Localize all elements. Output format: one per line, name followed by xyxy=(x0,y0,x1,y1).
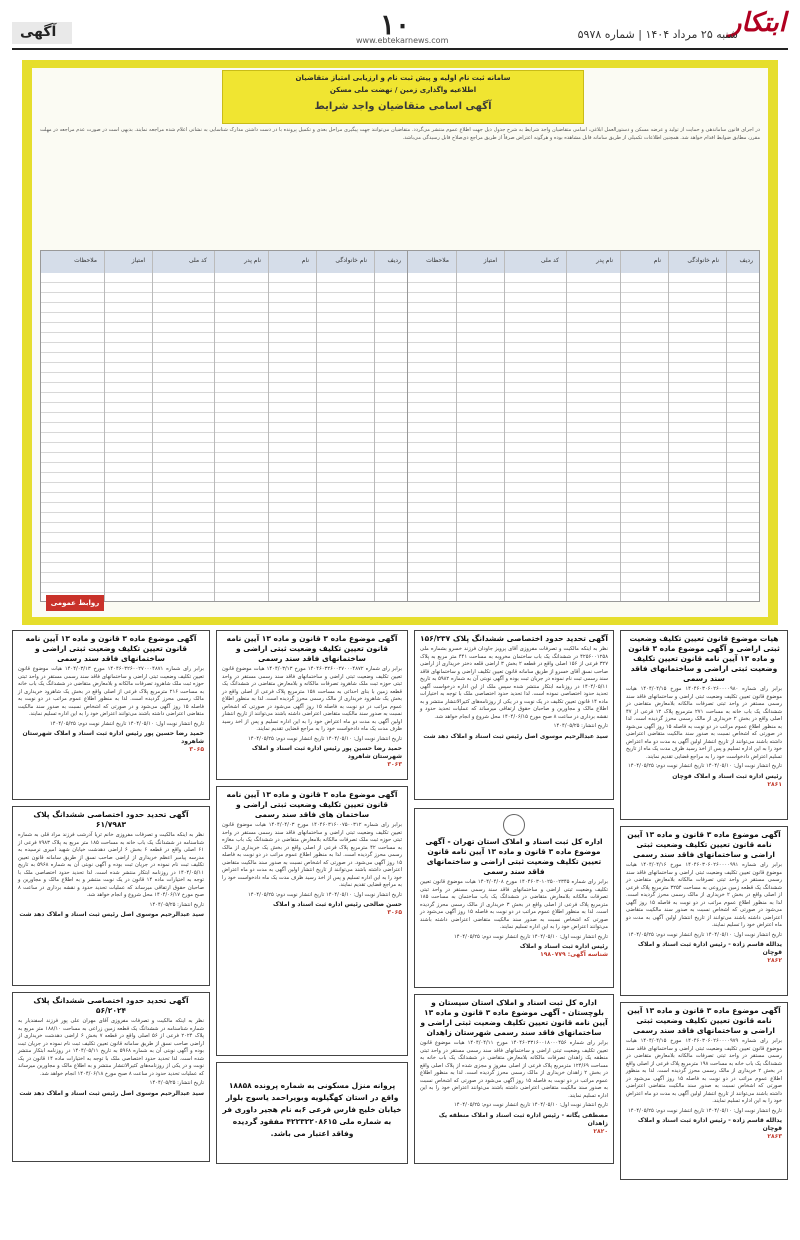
housing-applicants-ad xyxy=(22,60,778,625)
notice-dehdasht-156 xyxy=(414,630,614,800)
col-divider xyxy=(268,251,269,601)
col-header: ملاحظات xyxy=(74,257,97,264)
notice-body: نظر به اینکه مالکیت و تصرفات مفروزی آقای مهران علی پور فرزند اسفندیار به شماره شناسنامه در ششدانگ یک قطعه زمین زراعی به مساحت ۱۸۸/۱۰ متر مربع به پلاک ۲۰۲۴ فرعی از ۵۶ اصلی واقع در قطعه ۷ بخش ۶ اراضی دهدشت خریداری از اراضی صاحب نسق از طریق سامانه قانون تعیین تکلیف ثبت نام نموده در جریان ثبت بوده و آگهی نوبتی آن به شماره ۵۹۶۸ به تاریخ ۱۴۰۴/۰۵/۱۱ در روزنامه ابتکار منتشر شده است. لذا تحدید حدود اختصاصی ملک با توجه به اختیارات ماده ۱۴ قانون در یک نوبت و در یکی از روزنامه‌های کثیرالانتشار منتشر و به اطلاع مالک و مجاورین میرساند که عملیات تحدید حدود در ساعت ۸ صبح مورخ ۱۴۰۴/۰۶/۱۸ انجام خواهد شد. xyxy=(18,1018,205,1077)
col-divider xyxy=(620,251,621,601)
page-header xyxy=(0,0,800,58)
notice-signature: سید عبدالرحیم موسوی اصل رئیس ثبت اسناد و املاک دهد شت xyxy=(19,1089,204,1097)
notice-code: ۲۸۶۳ xyxy=(767,1133,782,1140)
notice-signature: یدالله قاسم زاده - رئیس اداره ثبت اسناد و املاک قوچان xyxy=(637,941,782,956)
notice-title: آگهی تحدید حدود اختصاصی ششدانگ پلاک ۵۶/۲۰۲۴ xyxy=(33,996,189,1015)
notice-title: آگهی تحدید حدود اختصاصی ششدانگ پلاک ۱۵۶/۲۳۷ xyxy=(420,634,608,643)
col-header: ردیف xyxy=(739,257,753,264)
notice-code: ۲۸۶۲ xyxy=(767,957,782,964)
col-header: نام خانوادگی xyxy=(335,257,367,264)
notice-signature: یدالله قاسم زاده - رئیس اداره ثبت اسناد و املاک قوچان xyxy=(637,1117,782,1132)
col-divider xyxy=(104,251,105,601)
notice-title: آگهی موضوع ماده ۳ قانون و ماده ۱۳ آیین نامه قانون تعیین تکلیف وضعیت ثبتی اراضی و ساختمان های فاقد سند رسمی xyxy=(226,790,398,819)
notice-code: ۳۰۶۵ xyxy=(189,746,204,753)
table-grid xyxy=(393,251,759,601)
applicant-tables xyxy=(40,250,760,600)
notice-title: آگهی موضوع ماده ۳ قانون و ماده ۱۳ آیین نامه قانون تعیین تکلیف وضعیت ثبتی اراضی و ساختمانهای فاقد سند رسمی xyxy=(25,634,197,663)
notice-body: برابر رای شماره ۱۴۰۴۶۰۳۲۶۰۰۲۷۰۰۰۴۸۷۱ مورخ ۱۴۰۴/۰۳/۱۳ هیات موضوع قانون تعیین تکلیف وضعیت ثبتی اراضی و ساختمانهای فاقد سند رسمی مستقر در واحد ثبتی حوزه ثبت ملک شاهرود تصرفات مالکانه و بلامعارض متقاضی در ششدانگ یک باب خانه به مساحت ۲۱۶ مترمربع پلاک فرعی از اصلی واقع در بخش یک شاهرود خریداری از مالک رسمی محرز گردیده است. لذا به منظور اطلاع عموم مراتب در دو نوبت به فاصله ۱۵ روز آگهی می‌شود و در صورتی که اشخاص نسبت به صدور سند مالکیت متقاضی اعتراضی داشته باشند می‌توانند اعتراض خود را به این اداره تسلیم نمایند. xyxy=(18,666,205,717)
dateline: شنبه ۲۵ مرداد ۱۴۰۴ | شماره ۵۹۷۸ xyxy=(577,28,738,41)
ad-footer-badge: روابط عمومی xyxy=(46,595,104,611)
page-number: ۱۰ xyxy=(380,8,411,41)
col-divider xyxy=(726,251,727,601)
notice-dates: تاریخ انتشار نوبت اول: ۱۴۰۴/۰۵/۱۰ تاریخ انتشار نوبت دوم: ۱۴۰۴/۰۵/۲۵ xyxy=(50,720,204,727)
notice-code: شناسه آگهی: ۱۹۸۰۷۷۹ xyxy=(540,951,608,958)
notice-zahedan xyxy=(414,994,614,1164)
notice-body: برابر رای شماره ۱۴۰۴۶۰۳۳۱۶۰۰۱۸۰۰۰۴۵۶ مورخ ۱۴۰۴/۰۴/۱۱ هیات موضوع قانون تعیین تکلیف وضعیت ثبتی اراضی و ساختمانهای فاقد سند رسمی مستقر در واحد ثبتی منطقه یک زاهدان تصرفات مالکانه بلامعارض متقاضی در ششدانگ یک باب خانه به مساحت ۱۲۴/۶۹ مترمربع پلاک فرعی از اصلی مفروز و مجزی شده از پلاک اصلی واقع در بخش ۲ زاهدان خریداری از مالک رسمی محرز گردیده است. لذا به منظور اطلاع عموم مراتب در دو نوبت به فاصله ۱۵ روز آگهی می‌شود در صورتی که اشخاص نسبت به صدور سند مالکیت متقاضی اعتراضی داشته باشند می‌توانند اعتراض خود را به این اداره تسلیم نمایند. xyxy=(420,1040,608,1099)
notice-body: برابر رای شماره ۱۴۰۴۶۰۳۰۶۰۲۶۰۰۰۰۹۹۱ مورخ ۱۴۰۴/۰۴/۱۶ هیات موضوع قانون تعیین تکلیف وضعیت ثبتی اراضی و ساختمانهای فاقد سند رسمی مستقر در واحد ثبتی تصرفات مالکانه بلامعارض متقاضی در ششدانگ یک قطعه زمین مزروعی به مساحت ۳۲۵۴ مترمربع پلاک فرعی از اصلی واقع در بخش ۲ خریداری از مالک رسمی محرز گردیده است. لذا به منظور اطلاع عموم مراتب در دو نوبت به فاصله ۱۵ روز آگهی می‌شود در صورتی که اشخاص نسبت به صدور سند مالکیت متقاضی اعتراضی داشته باشند می‌توانند از تاریخ انتشار اولین آگهی به مدت دو ماه اعتراض خود را تسلیم نمایند. xyxy=(626,862,782,928)
col-header: کد ملی xyxy=(540,257,559,264)
notice-signature: مصطفی یگانه - رئیس اداره ثبت اسناد و املاک منطقه یک زاهدان xyxy=(438,1111,608,1127)
notice-signature: سید عبدالرحیم موسوی اصل رئیس ثبت اسناد و املاک دهد شت xyxy=(423,732,608,740)
applicant-table-right xyxy=(392,250,760,602)
notice-quchan-3 xyxy=(620,1002,788,1180)
notice-shahroud-2 xyxy=(12,630,210,800)
notice-dates: تاریخ انتشار نوبت اول: ۱۴۰۴/۰۵/۱۰ تاریخ انتشار نوبت دوم: ۱۴۰۴/۰۵/۲۵ xyxy=(628,763,782,769)
notice-body: نظر به اینکه مالکیت و تصرفات مفروزی خانم ثریا آذرشب فرزند مراد قلی به شماره شناسنامه در ششدانگ یک باب خانه به مساحت ۱۸۵ متر مربع به پلاک ۷۹۸۳ فرعی از ۶۱ اصلی واقع در قطعه ۶ بخش ۶ اراضی دهدشت خیابان شهید امیری نرسیده به مدرسه پیامبر اعظم خریداری از اراضی صاحب نسق از طریق سامانه قانون تعیین تکلیف ثبت نام نموده در جریان ثبت بوده و آگهی نوبتی آن به شماره ۵۹۶۸ به تاریخ ۱۴۰۴/۰۵/۱۱ در روزنامه ابتکار منتشر شده است. لذا تحدید حدود اختصاصی ملک با توجه به اختیارات ماده ۱۴ قانون در یک نوبت منتشر و به اطلاع مالک و مجاورین و صاحبان حقوق ارتفاقی میرساند که عملیات تحدید حدود و نقشه برداری در ساعت ۸ صبح مورخ ۱۴۰۴/۰۶/۱۷ محل شروع و انجام خواهد شد. xyxy=(18,832,204,898)
notice-signature: رئیس اداره ثبت اسناد و املاک xyxy=(519,943,608,950)
notice-signature: حمید رضا حسین پور رئیس اداره ثبت اسناد و املاک شهرستان شاهرود xyxy=(22,730,204,745)
notice-dates: تاریخ انتشار نوبت اول: ۱۴۰۴/۰۵/۱۰ تاریخ انتشار نوبت دوم: ۱۴۰۴/۰۵/۲۵ xyxy=(628,1107,782,1114)
notice-code: ۳۰۶۵ xyxy=(387,909,402,916)
section-label: آگهی xyxy=(20,24,57,40)
notice-dates: تاریخ انتشار نوبت اول: ۱۴۰۴/۰۵/۱۰ تاریخ انتشار نوبت دوم: ۱۴۰۴/۰۵/۲۵ xyxy=(248,735,402,742)
col-header: نام پدر xyxy=(596,257,613,264)
notice-signature: حسن صالحی رئیس اداره ثبت اسناد و املاک xyxy=(273,901,402,908)
col-header: نام xyxy=(653,257,661,264)
col-header: نام خانوادگی xyxy=(687,257,719,264)
ad-title-line2: اطلاعیه واگذاری زمین / نهضت ملی مسکن xyxy=(329,86,477,94)
notice-quchan-1 xyxy=(620,630,788,820)
registry-emblem-icon xyxy=(503,814,525,836)
notice-dates: تاریخ انتشار نوبت اول: ۱۴۰۴/۰۵/۱۰ تاریخ انتشار نوبت دوم: ۱۴۰۴/۰۵/۲۵ xyxy=(454,1102,608,1108)
col-header: نام پدر xyxy=(244,257,261,264)
notice-signature: حمید رضا حسین پور رئیس اداره ثبت اسناد و املاک شهرستان شاهرود xyxy=(251,745,402,760)
notice-quchan-2 xyxy=(620,826,788,996)
notice-title: آگهی موضوع ماده ۳ قانون و ماده ۱۳ آیین نامه قانون تعیین تکلیف وضعیت ثبتی اراضی و ساختمانهای فاقد سند رسمی xyxy=(627,830,781,859)
lost-permit-notice xyxy=(216,1062,408,1164)
website-link[interactable]: www.ebtekarnews.com xyxy=(356,36,449,45)
col-divider xyxy=(566,251,567,601)
notice-dates: تاریخ انتشار نوبت اول: ۱۴۰۴/۰۵/۱۰ تاریخ انتشار نوبت دوم: ۱۴۰۴/۰۵/۲۵ xyxy=(248,891,402,898)
notice-title: آگهی موضوع ماده ۳ قانون و ماده ۱۳ آیین نامه قانون تعیین تکلیف وضعیت ثبتی اراضی و ساختمانهای فاقد سند رسمی xyxy=(226,634,398,663)
notice-signature: رئیس اداره ثبت اسناد و املاک قوچان xyxy=(672,772,782,780)
col-divider xyxy=(504,251,505,601)
notice-body: برابر رای شماره ۱۴۰۴۶۰۳۰۱۰۲۵۰۰۲۳۴۵ مورخ ۱۴۰۴/۰۴/۰۸ هیات موضوع قانون تعیین تکلیف وضعیت ثبتی اراضی و ساختمانهای فاقد سند رسمی مستقر در واحد ثبتی تصرفات مالکانه بلامعارض متقاضی در ششدانگ یک باب ساختمان به مساحت ۱۸۵ مترمربع پلاک فرعی از اصلی واقع در بخش ۳ خریداری از مالک رسمی محرز گردیده است. لذا به منظور اطلاع عموم مراتب در دو نوبت به فاصله ۱۵ روز آگهی می‌شود در صورتی که اشخاص نسبت به صدور سند مالکیت متقاضی اعتراضی داشته باشند می‌توانند اعتراض خود را به این اداره تسلیم نمایند. xyxy=(420,879,608,930)
notice-dehdasht-56 xyxy=(12,992,210,1162)
notice-dates: تاریخ انتشار نوبت اول: ۱۴۰۴/۰۵/۱۰ تاریخ انتشار نوبت دوم: ۱۴۰۴/۰۵/۲۵ xyxy=(628,931,782,938)
col-header: ملاحظات xyxy=(426,257,449,264)
notice-dates: تاریخ انتشار: ۱۴۰۴/۰۵/۲۵ xyxy=(149,901,204,908)
col-header: کد ملی xyxy=(188,257,207,264)
notice-shop-registry xyxy=(216,786,408,1056)
notice-dates: تاریخ انتشار نوبت اول: ۱۴۰۴/۰۵/۱۰ تاریخ انتشار نوبت دوم: ۱۴۰۴/۰۵/۲۵ xyxy=(454,933,608,940)
col-divider xyxy=(374,251,375,601)
col-divider xyxy=(152,251,153,601)
ad-intro-text: در اجرای قانون ساماندهی و حمایت از تولید و عرضه مسکن و دستورالعمل ابلاغی، اسامی متقاضیان واجد شرایط به شرح جدول ذیل جهت اطلاع عموم منتشر می‌گردد. متقاضیان می‌توانند جهت پیگیری مراحل بعدی و تکمیل پرونده با در دست داشتن مدارک شناسایی به نشانی اعلام شده مراجعه نمایند. بدیهی است در صورت عدم مراجعه در مهلت مقرر، مطابق ضوابط اقدام خواهد شد. همچنین اطلاعات تکمیلی از طریق سامانه قابل مشاهده بوده و هرگونه اعتراض صرفاً از طریق مراجع ذی‌صلاح قابل رسیدگی می‌باشد. xyxy=(40,127,760,141)
notice-title: هیات موضوع قانون تعیین تکلیف وضعیت ثبتی اراضی و آگهی موضوع ماده ۳ قانون و ماده ۱۳ آیین نامه قانون تعیین تکلیف وضعیت ثبتی اراضی و ساختمانهای فاقد سند رسمی xyxy=(628,634,780,683)
notice-body: نظر به اینکه مالکیت و تصرفات مفروزی آقای پرویز جاودان فرزند خسرو بشماره ملی ۴۲۵۶۰۰۱۲۵۸ در ششدانگ یک باب ساختمان مخروبه به مساحت ۴۴۱ متر مربع به پلاک ۳۲۷ فرعی از ۱۵۶ اصلی واقع در قطعه ۲ بخش ۳ اراضی قلعه دختر خریداری از اراضی صاحب نسق آقای خسرو از طریق سامانه قانون تعیین تکلیف اراضی و ساختمانهای فاقد سند رسمی ثبت نام نموده در جریان ثبت بوده و آگهی نوبتی آن به شماره ۵۹۸۲ به تاریخ ۱۴۰۴/۰۵/۱۱ در روزنامه ابتکار منتشر شده سپس ملک از این اداره درخواست آگهی تحدید حدود اختصاصی نموده است. لذا تحدید حدود اختصاصی ملک با توجه به اختیارات ماده ۱۴ قانون تعیین تکلیف در یک نوبت و در یکی از روزنامه‌های کثیرالانتشار منتشر و به اطلاع مالک و مجاورین و صاحبان حقوق ارتفاقی میرساند که عملیات تحدید حدود و نقشه برداری در ساعت ۸ صبح مورخ ۱۴۰۴/۰۶/۱۵ محل شروع و انجام خواهد شد. xyxy=(420,646,608,720)
applicant-table-left xyxy=(40,250,408,602)
notice-code: ۳۰۶۳ xyxy=(387,761,402,768)
ad-title-box xyxy=(222,70,584,124)
lost-permit-text: پروانه منزل مسکونی به شماره پرونده ۱۸۸۵۸ واقع در استان کهگیلویه وبویراحمد یاسوج بلوار خیابان خلیج فارس فرعی ۶به نام هجیر داوری فر به شماره ملی ۴۲۲۳۲۲۰۸۶۱۵ مفقود گردیده وفاقد اعتبار می باشد. xyxy=(222,1081,402,1138)
col-header: امتیاز xyxy=(131,257,145,264)
col-divider xyxy=(668,251,669,601)
newspaper-logo: ابتکار xyxy=(728,8,786,38)
notice-tehran xyxy=(414,808,614,988)
notice-title: آگهی تحدید حدود اختصاصی ششدانگ پلاک ۶۱/۷۹۸۳ xyxy=(33,810,189,829)
col-divider xyxy=(316,251,317,601)
notice-title: آگهی موضوع ماده ۳ قانون و ماده ۱۳ آیین نامه قانون تعیین تکلیف وضعیت ثبتی اراضی و ساختمانهای فاقد سند رسمی xyxy=(627,1006,781,1035)
notice-signature: سید عبدالرحیم موسوی اصل رئیس ثبت اسناد و املاک دهد شت xyxy=(19,911,204,918)
notice-dates: تاریخ انتشار: ۱۴۰۴/۰۵/۲۵ xyxy=(149,1080,204,1086)
notice-body: برابر رای شماره ۱۴۰۴۶۰۳۰۶۰۲۶۰۰۰۰۹۷۹ مورخ ۱۴۰۴/۰۴/۱۵ هیات موضوع قانون تعیین تکلیف وضعیت ثبتی اراضی و ساختمانهای فاقد سند رسمی مستقر در واحد ثبتی تصرفات مالکانه بلامعارض متقاضی در ششدانگ یک باب خانه به مساحت ۱۹۸ مترمربع پلاک فرعی از اصلی واقع در بخش ۲ خریداری از مالک رسمی محرز گردیده است. لذا به منظور اطلاع عموم مراتب در دو نوبت به فاصله ۱۵ روز آگهی می‌شود در صورتی که اشخاص نسبت به صدور سند مالکیت متقاضی اعتراضی داشته باشند می‌توانند از تاریخ انتشار اولین آگهی به مدت دو ماه اعتراض خود را به این اداره تسلیم نمایند. xyxy=(626,1038,782,1104)
table-grid xyxy=(41,251,407,601)
col-divider xyxy=(214,251,215,601)
col-header: امتیاز xyxy=(483,257,497,264)
ad-title-line3: آگهی اسامی متقاضیان واجد شرایط xyxy=(314,101,492,112)
notice-body: برابر رای شماره ۱۴۰۴۶۰۳۰۶۰۲۶۰۰۰۰۹۸۰ مورخ ۱۴۰۴/۰۴/۱۵ هیات موضوع قانون تعیین تکلیف وضعیت ثبتی اراضی و ساختمانهای فاقد سند رسمی مستقر در واحد ثبتی تصرفات مالکانه بلامعارض متقاضی در ششدانگ یک باب خانه به مساحت ۲۷۱ مترمربع پلاک ۱۲ فرعی از ۴۷ اصلی واقع در بخش ۲ خریداری از مالک رسمی محرز گردیده است. لذا به منظور اطلاع عموم مراتب در دو نوبت به فاصله ۱۵ روز آگهی می‌شود در صورتی که اشخاص نسبت به صدور سند مالکیت متقاضی اعتراضی داشته باشند می‌توانند از تاریخ انتشار اولین آگهی به مدت دو ماه اعتراض خود را به این اداره تسلیم و پس از اخذ رسید ظرف مدت یک ماه از تاریخ تسلیم اعتراض دادخواست خود را به مراجع قضایی تقدیم نمایند. xyxy=(625,686,782,760)
col-header: ردیف xyxy=(387,257,401,264)
ad-inner xyxy=(32,68,768,617)
header-rule xyxy=(12,48,788,50)
notice-body: برابر رای شماره ۱۴۰۴۶۰۳۱۶۰۰۷۵۰۰۳۱۲ مورخ ۱۴۰۴/۰۴/۰۳ هیات موضوع قانون تعیین تکلیف وضعیت ثبتی اراضی و ساختمانهای فاقد سند رسمی مستقر در واحد ثبتی حوزه ثبت ملک تصرفات مالکانه بلامعارض متقاضی در ششدانگ یک باب مغازه به مساحت ۴۲ مترمربع پلاک فرعی از اصلی واقع در بخش یک خریداری از مالک رسمی محرز گردیده است. لذا به منظور اطلاع عموم مراتب در دو نوبت به فاصله ۱۵ روز آگهی می‌شود. در صورتی که اشخاص نسبت به صدور سند مالکیت متقاضی اعتراضی داشته باشند می‌توانند از تاریخ انتشار اولین آگهی به مدت دو ماه اعتراض خود را به این اداره تسلیم و پس از اخذ رسید ظرف مدت یک ماه دادخواست خود را به مراجع قضایی تقدیم نمایند. xyxy=(222,822,402,888)
ad-title-line1: سامانه ثبت نام اولیه و پیش ثبت نام و ارزیابی امتیاز متقاضیان xyxy=(295,74,511,82)
notice-title: اداره کل ثبت اسناد و املاک استان تهران - آگهی موضوع ماده ۳ قانون و ماده ۱۳ آیین نامه قانون تعیین تکلیف وضعیت ثبتی اراضی و ساختمانهای فاقد سند رسمی xyxy=(425,837,603,876)
notice-dehdasht-61 xyxy=(12,806,210,986)
notice-dates: تاریخ انتشار: ۱۴۰۴/۰۵/۲۵ xyxy=(553,723,608,729)
col-header: نام xyxy=(301,257,309,264)
notice-title: اداره کل ثبت اسناد و املاک استان سیستان و بلوچستان - آگهی موضوع ماده ۳ قانون و ماده ۱۳ آیین نامه قانون تعیین تکلیف وضعیت ثبتی اراضی و ساختمانهای فاقد سند رسمی شهرستان زاهدان xyxy=(420,998,608,1037)
col-divider xyxy=(456,251,457,601)
notice-code: ۲۸۲۰ xyxy=(593,1127,608,1135)
notice-code: ۲۸۶۱ xyxy=(767,780,782,788)
notice-body: برابر رای شماره ۱۴۰۴۶۰۳۲۶۰۰۲۷۰۰۰۴۸۷۲ مورخ ۱۴۰۴/۰۳/۱۳ هیات موضوع قانون تعیین تکلیف وضعیت ثبتی اراضی و ساختمانهای فاقد سند رسمی مستقر در واحد ثبتی حوزه ثبت ملک شاهرود تصرفات مالکانه و بلامعارض متقاضی در ششدانگ یک قطعه زمین با بنای احداثی به مساحت ۱۵۸ مترمربع پلاک فرعی از اصلی واقع در بخش یک شاهرود خریداری از مالک رسمی محرز گردیده است. لذا به منظور اطلاع عموم مراتب در دو نوبت به فاصله ۱۵ روز آگهی می‌شود در صورتی که اشخاص نسبت به صدور سند مالکیت متقاضی اعتراضی داشته باشند می‌توانند از تاریخ انتشار اولین آگهی به مدت دو ماه اعتراض خود را به این اداره تسلیم و پس از اخذ رسید ظرف مدت یک ماه دادخواست خود را به مراجع قضایی تقدیم نمایند. xyxy=(222,666,402,732)
notice-shahroud-1 xyxy=(216,630,408,780)
